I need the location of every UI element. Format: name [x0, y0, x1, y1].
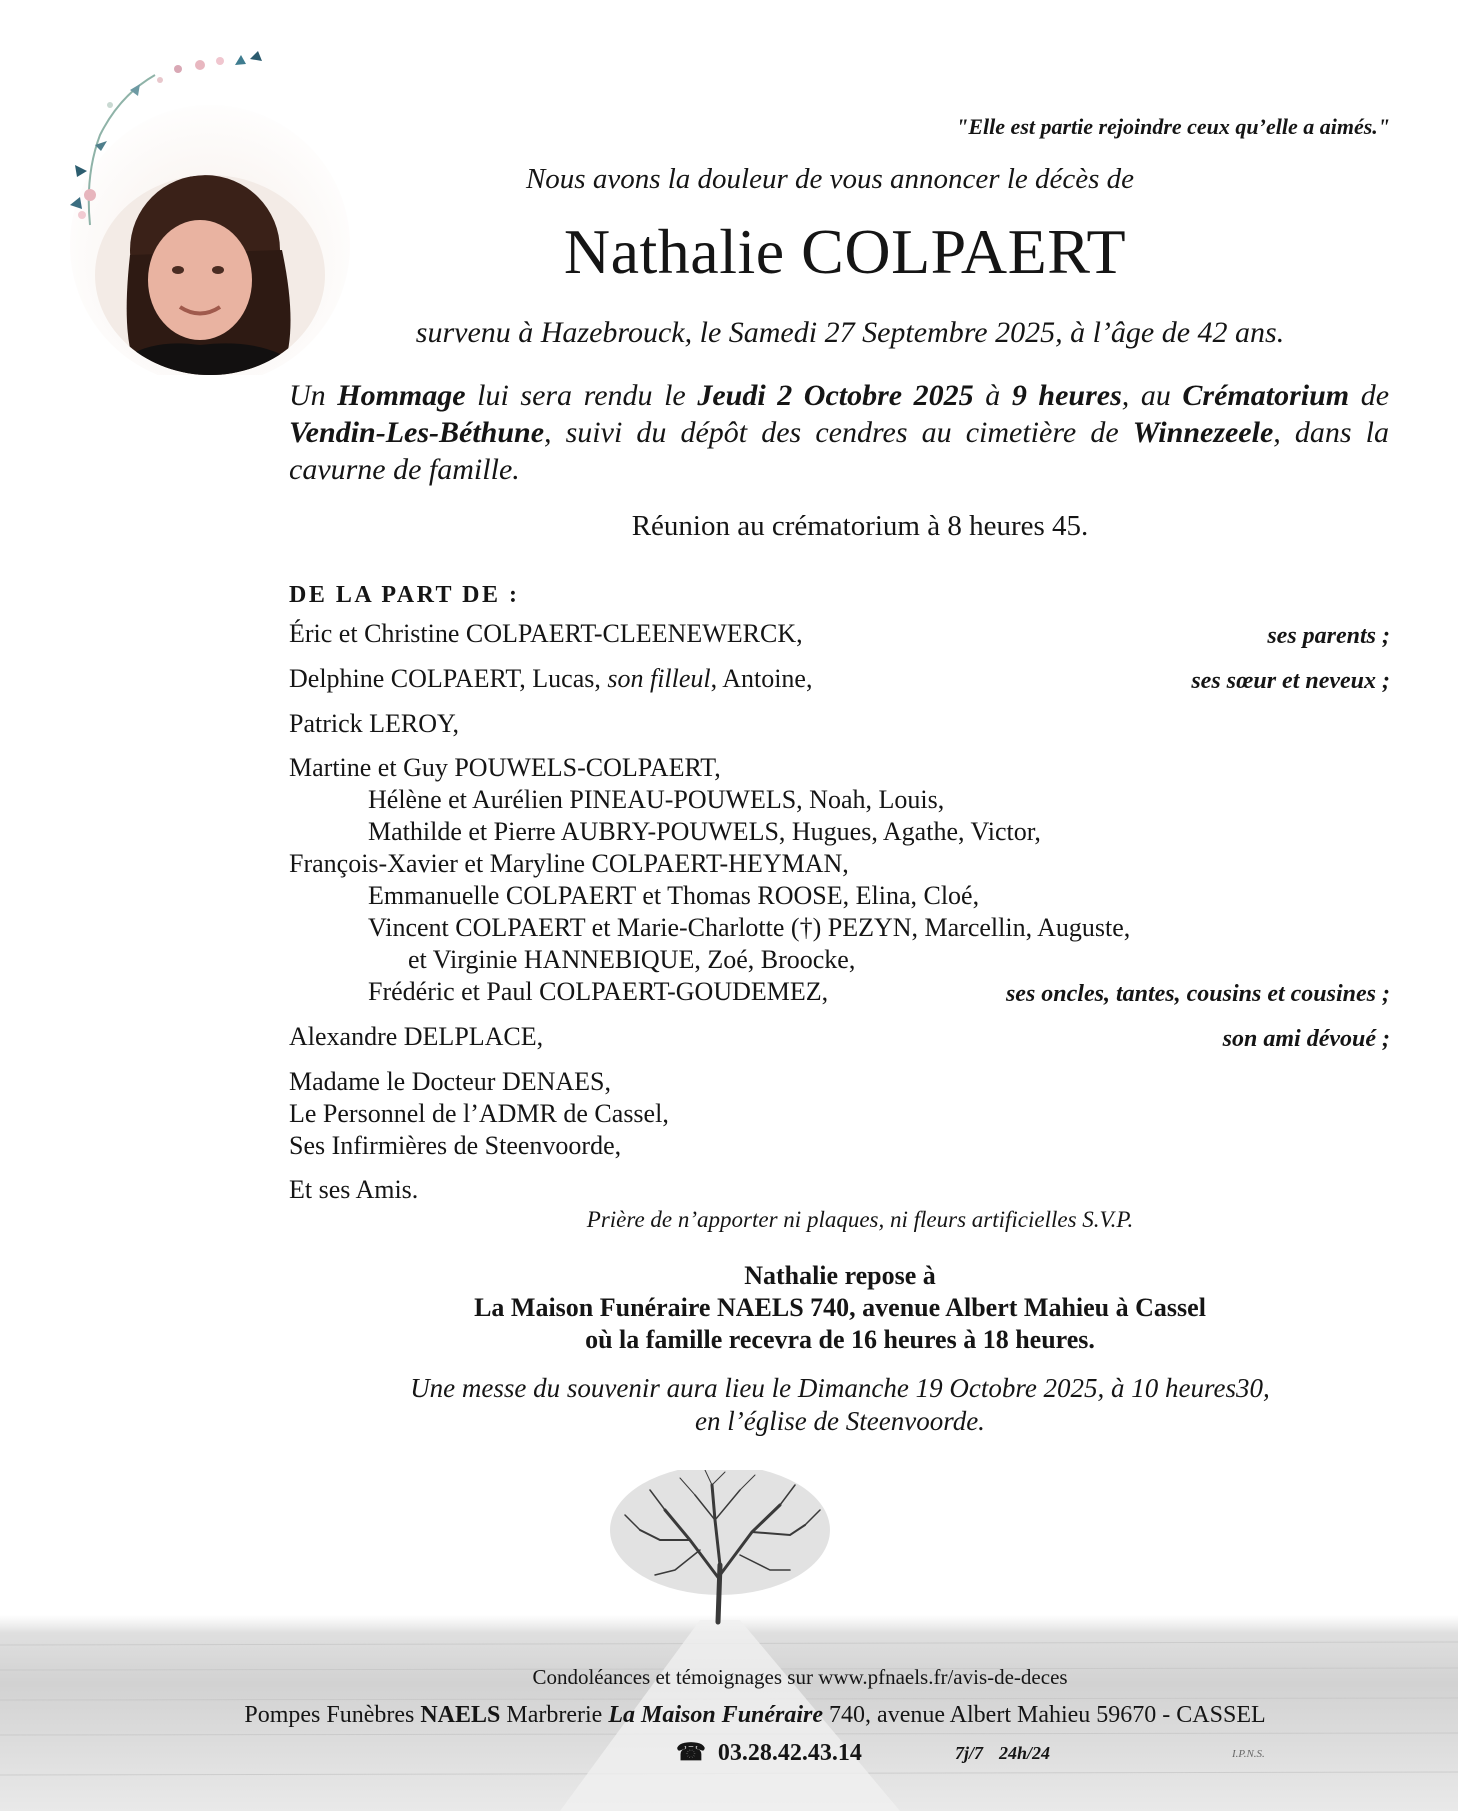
family-line: Emmanuelle COLPAERT et Thomas ROOSE, Elina, Cloé,	[368, 881, 980, 910]
phone-number	[676, 1738, 862, 1767]
repose-line: Nathalie repose à	[744, 1261, 936, 1290]
family-section-title: DE LA PART DE :	[289, 582, 520, 608]
family-line: Et ses Amis.	[289, 1175, 419, 1204]
availability-days: 7j/7	[955, 1743, 984, 1763]
availability-hours: 24h/24	[999, 1743, 1051, 1763]
family-line: Frédéric et Paul COLPAERT-GOUDEMEZ,	[368, 977, 829, 1006]
mass-line: en l’église de Steenvoorde.	[695, 1406, 985, 1436]
ceremony-text: lui sera rendu le	[465, 379, 698, 412]
memorial-mass-info	[300, 1372, 1380, 1438]
repose-line: La Maison Funéraire NAELS 740, avenue Albert Mahieu à Cassel	[474, 1293, 1206, 1322]
availability	[955, 1743, 1050, 1764]
flowers-request: Prière de n’apporter ni plaques, ni fleurs artificielles S.V.P.	[586, 1207, 1134, 1232]
relation-sister-nephews: ses sœur et neveux ;	[1191, 668, 1390, 694]
ceremony-text: à	[973, 379, 1012, 412]
funeral-home-name: La Maison Funéraire	[608, 1702, 824, 1728]
death-circumstance: survenu à Hazebrouck, le Samedi 27 Septembre 2025, à l’âge de 42 ans.	[415, 316, 1285, 349]
cemetery-town: Winnezeele	[1132, 416, 1274, 449]
ceremony-text: de	[1349, 379, 1390, 412]
family-line: Madame le Docteur DENAES,	[289, 1067, 612, 1096]
family-line: Martine et Guy POUWELS-COLPAERT,	[289, 753, 721, 782]
announcement-intro: Nous avons la douleur de vous annoncer le décès de	[525, 163, 1135, 195]
condolences-website: Condoléances et témoignages sur www.pfnaels.fr/avis-de-deces	[532, 1665, 1068, 1689]
family-names: Delphine COLPAERT, Lucas,	[289, 664, 608, 693]
family-line: Ses Infirmières de Steenvoorde,	[289, 1131, 622, 1160]
footer-text: Pompes Funèbres	[244, 1702, 421, 1728]
ipns-mark: I.P.N.S.	[1232, 1748, 1265, 1760]
ceremony-text: Un	[289, 379, 338, 412]
family-line: Le Personnel de l’ADMR de Cassel,	[289, 1099, 669, 1128]
family-note: son filleul	[607, 664, 711, 693]
phone-icon: ☎	[676, 1740, 706, 1766]
ceremony-text: , dans la cavurne de famille.	[289, 416, 1389, 486]
ceremony-venue: Crématorium	[1182, 379, 1350, 412]
relation-friend: son ami dévoué ;	[1222, 1026, 1390, 1052]
family-line: Patrick LEROY,	[289, 709, 459, 738]
ceremony-text: , au	[1121, 379, 1183, 412]
repose-line: où la famille recevra de 16 heures à 18 heures.	[585, 1325, 1095, 1354]
ceremony-town: Vendin-Les-Béthune	[289, 416, 545, 449]
ceremony-type: Hommage	[337, 379, 466, 412]
family-line: Hélène et Aurélien PINEAU-POUWELS, Noah, Louis,	[368, 785, 945, 814]
repose-info	[300, 1260, 1380, 1356]
family-line-parents: Éric et Christine COLPAERT-CLEENEWERCK,	[289, 619, 803, 648]
brand-name: NAELS	[420, 1702, 501, 1728]
ceremony-text: , suivi du dépôt des cendres au cimetière de	[544, 416, 1133, 449]
relation-uncles-aunts: ses oncles, tantes, cousins et cousines ;	[1005, 981, 1390, 1007]
mass-line: Une messe du souvenir aura lieu le Dimanche 19 Octobre 2025, à 10 heures30,	[410, 1373, 1270, 1403]
relation-parents: ses parents ;	[1267, 623, 1390, 649]
gathering-note: Réunion au crématorium à 8 heures 45.	[631, 510, 1089, 542]
epitaph-quote: "Elle est partie rejoindre ceux qu’elle a aimés."	[956, 114, 1390, 139]
funeral-home-address: 740, avenue Albert Mahieu 59670 - CASSEL	[823, 1702, 1266, 1728]
family-line-sister	[289, 664, 812, 694]
family-line: François-Xavier et Maryline COLPAERT-HEYMAN,	[289, 849, 849, 878]
deceased-name: Nathalie COLPAERT	[563, 216, 1127, 287]
ceremony-date: Jeudi 2 Octobre 2025	[697, 379, 974, 412]
family-line: Vincent COLPAERT et Marie-Charlotte (†) PEZYN, Marcellin, Auguste,	[368, 913, 1131, 942]
ceremony-time: 9 heures	[1011, 379, 1122, 412]
family-names: , Antoine,	[710, 664, 813, 693]
ceremony-paragraph	[289, 377, 1389, 488]
family-line: et Virginie HANNEBIQUE, Zoé, Broocke,	[408, 945, 856, 974]
funeral-home-info	[170, 1702, 1340, 1729]
family-line: Mathilde et Pierre AUBRY-POUWELS, Hugues, Agathe, Victor,	[368, 817, 1041, 846]
family-line-friend: Alexandre DELPLACE,	[289, 1022, 544, 1051]
footer-text: Marbrerie	[500, 1702, 609, 1728]
phone-value: 03.28.42.43.14	[717, 1740, 862, 1766]
